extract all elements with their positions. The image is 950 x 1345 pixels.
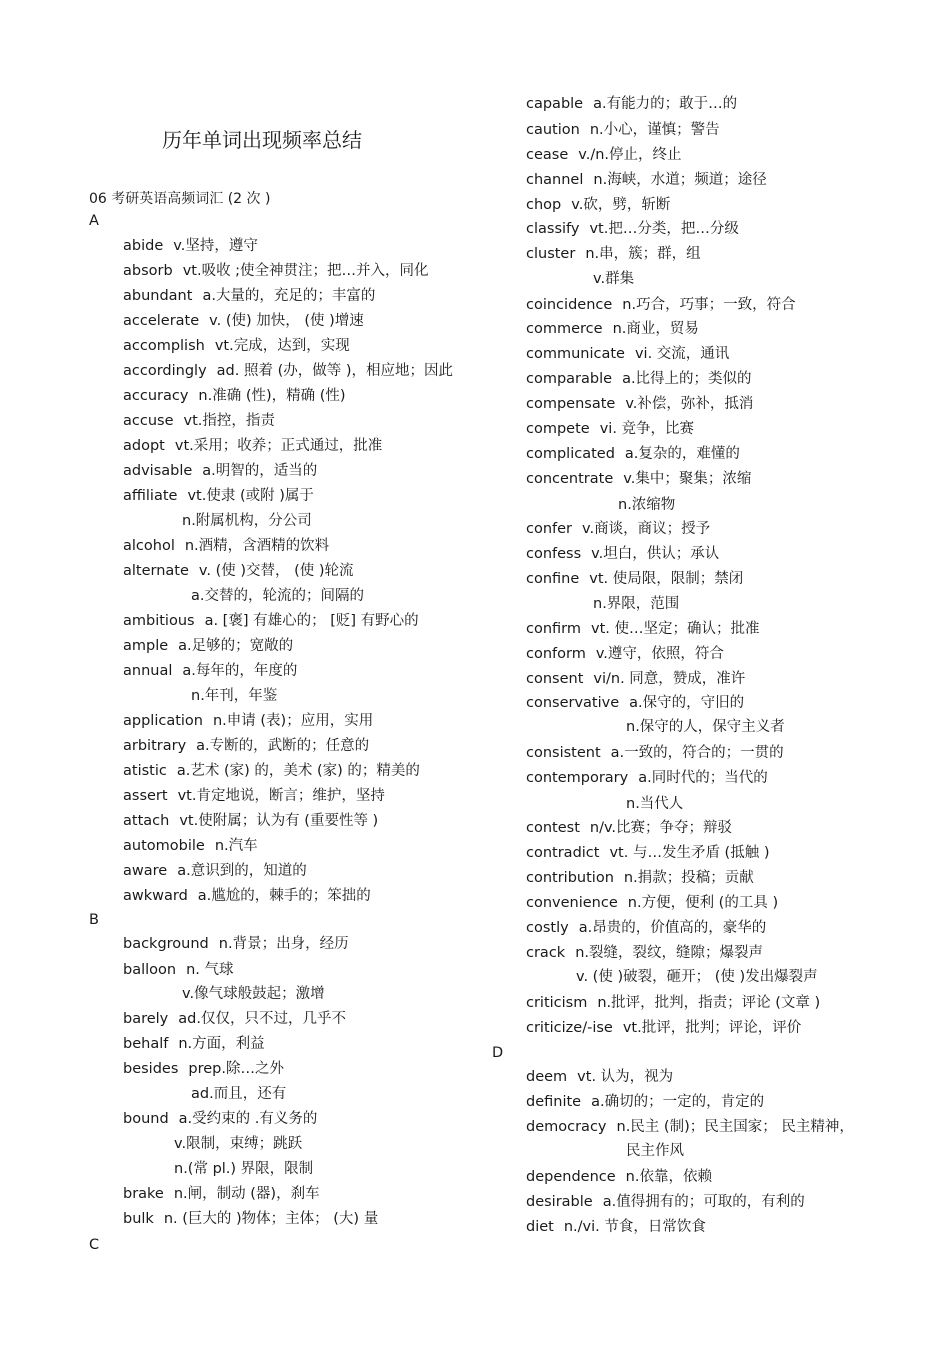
vocab-word: accuracy (123, 388, 189, 404)
vocab-word: definite (526, 1094, 582, 1110)
vocab-word: brake (123, 1186, 164, 1202)
vocab-definition: n.当代人 (626, 796, 684, 812)
vocab-word: concentrate (526, 471, 614, 487)
vocab-word: affiliate (123, 488, 178, 504)
vocab-definition: n.(常 pl.) 界限，限制 (174, 1161, 314, 1177)
vocab-word: bulk (123, 1211, 154, 1227)
left-entry (191, 586, 364, 606)
vocab-word: arbitrary (123, 738, 187, 754)
vocab-definition: a.交替的，轮流的；间隔的 (191, 588, 364, 604)
right-entry (526, 120, 720, 140)
left-entry (123, 311, 364, 331)
vocab-definition: vt. 认为，视为 (577, 1069, 674, 1085)
vocab-definition: a.尴尬的，棘手的；笨拙的 (197, 888, 371, 904)
vocab-definition: v.坦白，供认；承认 (591, 546, 720, 562)
right-entry (526, 868, 754, 888)
right-entry (526, 444, 740, 464)
page-title: 历年单词出现频率总结 (162, 128, 362, 152)
vocab-word: democracy (526, 1119, 607, 1135)
vocab-definition: v. (使 )破裂，砸开； (使 )发出爆裂声 (576, 969, 818, 985)
right-entry (526, 1217, 706, 1237)
vocab-word: contradict (526, 845, 600, 861)
vocab-definition: a.每年的，年度的 (182, 663, 298, 679)
left-entry (123, 761, 420, 781)
vocab-definition: a.有能力的；敢于…的 (593, 96, 738, 112)
right-entry (526, 1092, 764, 1112)
vocab-definition: vt.使附属；认为有 (重要性等 ) (179, 813, 379, 829)
right-entry (526, 394, 753, 414)
vocab-definition: n.酒精，含酒精的饮料 (184, 538, 330, 554)
vocab-definition: vt.批评，批判；评论，评价 (622, 1020, 802, 1036)
left-entry (123, 1184, 320, 1204)
vocab-word: diet (526, 1219, 554, 1235)
vocab-definition: vt.吸收 ;使全神贯注；把…并入，同化 (182, 263, 429, 279)
left-entry (123, 836, 258, 856)
left-entry (123, 361, 453, 381)
vocab-definition: v.集中；聚集；浓缩 (623, 471, 752, 487)
vocab-word: assert (123, 788, 168, 804)
vocab-word: comparable (526, 371, 613, 387)
right-entry (593, 269, 634, 289)
vocab-definition: a.确切的；一定的，肯定的 (591, 1094, 765, 1110)
vocab-definition: ad. 照着 (办，做等 )，相应地；因此 (216, 363, 453, 379)
right-entry (526, 644, 724, 664)
left-entry (123, 536, 329, 556)
vocab-definition: a.受约束的 .有义务的 (178, 1111, 318, 1127)
vocab-definition: a. [褒] 有雄心的； [贬] 有野心的 (204, 613, 419, 629)
vocab-definition: n. (巨大的 )物体；主体； (大) 量 (163, 1211, 379, 1227)
vocab-word: criticize/-ise (526, 1020, 613, 1036)
vocab-definition: n.捐款；投稿；贡献 (623, 870, 754, 886)
vocab-definition: vt.完成，达到，实现 (214, 338, 350, 354)
section-letter-b: B (89, 912, 99, 928)
left-entry (123, 934, 349, 954)
vocab-definition: v.砍，劈，斩断 (571, 197, 671, 213)
vocab-definition: n.小心，谨慎；警告 (589, 122, 720, 138)
vocab-word: cease (526, 147, 569, 163)
vocab-definition: v.遵守，依照，符合 (595, 646, 724, 662)
left-entry (123, 811, 378, 831)
vocab-word: alcohol (123, 538, 175, 554)
left-entry (182, 984, 325, 1004)
vocab-word: bound (123, 1111, 169, 1127)
vocab-word: barely (123, 1011, 169, 1027)
right-entry (576, 967, 818, 987)
vocab-definition: n.背景；出身，经历 (218, 936, 349, 952)
vocab-word: accomplish (123, 338, 205, 354)
vocab-word: conform (526, 646, 586, 662)
left-entry (123, 486, 314, 506)
vocab-word: cluster (526, 246, 576, 262)
left-entry (123, 960, 234, 980)
vocab-word: criticism (526, 995, 588, 1011)
vocab-word: adopt (123, 438, 165, 454)
vocab-definition: n.浓缩物 (618, 497, 676, 513)
left-entry (123, 1209, 378, 1229)
vocab-word: accordingly (123, 363, 207, 379)
right-entry (526, 619, 759, 639)
right-entry (526, 993, 820, 1013)
vocab-word: costly (526, 920, 569, 936)
vocab-definition: vt. 与…发生矛盾 (抵触 ) (609, 845, 770, 861)
vocab-definition: a.昂贵的，价值高的，豪华的 (578, 920, 767, 936)
left-entry (182, 511, 312, 531)
vocab-word: contest (526, 820, 580, 836)
vocab-word: dependence (526, 1169, 616, 1185)
vocab-definition: n.方便，便利 (的工具 ) (627, 895, 779, 911)
vocab-word: behalf (123, 1036, 169, 1052)
right-entry (526, 170, 767, 190)
vocab-word: chop (526, 197, 562, 213)
vocab-word: crack (526, 945, 566, 961)
right-entry (626, 794, 683, 814)
section-letter-d: D (492, 1045, 504, 1061)
vocab-word: ambitious (123, 613, 195, 629)
vocab-definition: a.同时代的；当代的 (638, 770, 768, 786)
left-entry (123, 1009, 346, 1029)
left-entry (191, 1084, 286, 1104)
vocab-definition: 民主作风 (626, 1143, 684, 1159)
vocab-word: classify (526, 221, 580, 237)
vocab-word: confess (526, 546, 582, 562)
left-entry (123, 861, 307, 881)
vocab-definition: n.附属机构，分公司 (182, 513, 312, 529)
vocab-definition: n.巧合，巧事；一致，符合 (622, 297, 796, 313)
right-entry (593, 594, 679, 614)
left-entry (123, 236, 258, 256)
vocab-definition: n.保守的人，保守主义者 (626, 719, 785, 735)
vocab-definition: prep.除…之外 (188, 1061, 284, 1077)
right-entry (526, 544, 719, 564)
vocab-definition: n.汽车 (214, 838, 258, 854)
vocab-definition: n./vi. 节食，日常饮食 (563, 1219, 706, 1235)
vocab-definition: n/v.比赛；争夺；辩驳 (589, 820, 733, 836)
right-entry (526, 419, 694, 439)
left-entry (123, 561, 354, 581)
right-entry (526, 743, 784, 763)
vocab-word: confer (526, 521, 573, 537)
left-entry (123, 886, 371, 906)
vocab-word: advisable (123, 463, 193, 479)
left-entry (191, 686, 277, 706)
vocab-definition: vt.使隶 (或附 )属于 (187, 488, 314, 504)
vocab-word: annual (123, 663, 173, 679)
vocab-definition: a.意识到的，知道的 (177, 863, 307, 879)
right-entry (526, 843, 770, 863)
vocab-definition: a.大量的，充足的；丰富的 (202, 288, 376, 304)
vocab-word: accelerate (123, 313, 200, 329)
vocab-definition: n.方面，利益 (178, 1036, 265, 1052)
vocab-definition: v.限制，束缚；跳跃 (174, 1136, 303, 1152)
right-entry (526, 295, 796, 315)
vocab-definition: vi. 竞争，比赛 (599, 421, 695, 437)
vocab-word: confirm (526, 621, 581, 637)
left-entry (123, 286, 375, 306)
vocab-definition: vt. 使局限，限制；禁闭 (589, 571, 744, 587)
vocab-word: besides (123, 1061, 179, 1077)
left-entry (123, 386, 346, 406)
vocab-definition: a.专断的，武断的；任意的 (196, 738, 370, 754)
vocab-definition: n.裂缝，裂纹，缝隙；爆裂声 (575, 945, 764, 961)
left-entry (123, 411, 275, 431)
vocab-definition: n.准确 (性)，精确 (性) (198, 388, 346, 404)
vocab-word: commerce (526, 321, 603, 337)
left-entry (123, 661, 297, 681)
left-entry (123, 711, 373, 731)
right-entry (526, 1192, 805, 1212)
left-entry (123, 611, 419, 631)
vocab-word: coincidence (526, 297, 613, 313)
section-letter-a: A (89, 213, 99, 229)
right-entry (526, 319, 699, 339)
vocab-word: abundant (123, 288, 193, 304)
vocab-word: compete (526, 421, 590, 437)
left-entry (123, 786, 385, 806)
vocab-word: awkward (123, 888, 188, 904)
left-entry (123, 461, 317, 481)
vocab-word: attach (123, 813, 170, 829)
right-entry (626, 1141, 684, 1161)
right-entry (526, 94, 737, 114)
vocab-word: communicate (526, 346, 625, 362)
vocab-word: absorb (123, 263, 173, 279)
left-entry (123, 1034, 265, 1054)
vocab-definition: n.海峡，水道；频道；途径 (593, 172, 767, 188)
vocab-definition: vi/n. 同意，赞成，准许 (593, 671, 746, 687)
vocab-word: confine (526, 571, 580, 587)
right-entry (526, 569, 743, 589)
left-entry (123, 436, 382, 456)
vocab-word: desirable (526, 1194, 593, 1210)
vocab-definition: a.足够的；宽敞的 (178, 638, 294, 654)
vocab-definition: n.闸，制动 (器)，刹车 (173, 1186, 320, 1202)
right-entry (526, 693, 744, 713)
vocab-definition: n.商业，贸易 (612, 321, 699, 337)
vocab-word: contribution (526, 870, 614, 886)
right-entry (526, 768, 768, 788)
vocab-word: compensate (526, 396, 616, 412)
right-entry (526, 818, 732, 838)
vocab-word: balloon (123, 962, 177, 978)
vocab-word: caution (526, 122, 580, 138)
left-entry (123, 1109, 317, 1129)
left-entry (174, 1159, 313, 1179)
vocab-definition: v.坚持，遵守 (173, 238, 258, 254)
vocab-definition: a.值得拥有的；可取的，有利的 (602, 1194, 805, 1210)
section-letter-c: C (89, 1237, 100, 1253)
right-entry (526, 918, 766, 938)
left-entry (123, 736, 369, 756)
vocab-definition: vt.采用；收养；正式通过，批准 (174, 438, 383, 454)
right-entry (626, 717, 785, 737)
vocab-definition: n.依靠，依赖 (625, 1169, 712, 1185)
vocab-definition: n.串，簇；群，组 (585, 246, 701, 262)
vocab-definition: vt.肯定地说，断言；维护，坚持 (177, 788, 385, 804)
vocab-definition: n. 气球 (186, 962, 234, 978)
vocab-definition: n.批评，批判，指责；评论 (文章 ) (597, 995, 821, 1011)
vocab-word: ample (123, 638, 169, 654)
vocab-word: automobile (123, 838, 205, 854)
vocab-word: deem (526, 1069, 568, 1085)
vocab-word: complicated (526, 446, 615, 462)
right-entry (526, 669, 745, 689)
vocab-definition: a.复杂的，难懂的 (624, 446, 740, 462)
vocab-definition: v. (使 )交替， (使 )轮流 (198, 563, 354, 579)
vocab-definition: n.申请 (表)；应用，实用 (212, 713, 374, 729)
right-entry (526, 469, 751, 489)
vocab-definition: vi. 交流，通讯 (634, 346, 730, 362)
vocab-definition: v.像气球般鼓起；激增 (182, 986, 325, 1002)
right-entry (526, 145, 682, 165)
right-entry (526, 1067, 673, 1087)
vocab-word: capable (526, 96, 584, 112)
vocab-definition: n.年刊，年鉴 (191, 688, 278, 704)
vocab-definition: ad.仅仅，只不过，几乎不 (178, 1011, 346, 1027)
right-entry (526, 893, 778, 913)
vocab-definition: vt.把…分类，把…分级 (589, 221, 739, 237)
left-entry (174, 1134, 302, 1154)
vocab-definition: a.艺术 (家) 的，美术 (家) 的；精美的 (176, 763, 420, 779)
vocab-word: abide (123, 238, 164, 254)
vocab-definition: n.界限，范围 (593, 596, 680, 612)
vocab-word: consent (526, 671, 584, 687)
vocab-definition: vt. 使…坚定；确认；批准 (591, 621, 760, 637)
vocab-definition: v. (使) 加快， (使 )增速 (209, 313, 364, 329)
left-entry (123, 261, 429, 281)
right-entry (526, 219, 739, 239)
subtitle: 06 考研英语高频词汇 (2 次 ) (89, 191, 271, 207)
right-entry (526, 1117, 854, 1137)
vocab-word: contemporary (526, 770, 629, 786)
vocab-definition: n.民主 (制)；民主国家； 民主精神， (616, 1119, 854, 1135)
left-entry (123, 636, 293, 656)
vocab-definition: v./n.停止，终止 (578, 147, 682, 163)
vocab-word: conservative (526, 695, 620, 711)
right-entry (526, 244, 701, 264)
vocab-definition: v.商谈，商议；授予 (582, 521, 711, 537)
vocab-word: convenience (526, 895, 618, 911)
vocab-definition: a.比得上的；类似的 (622, 371, 752, 387)
vocab-word: background (123, 936, 209, 952)
left-entry (123, 1059, 284, 1079)
vocab-word: application (123, 713, 203, 729)
vocab-word: channel (526, 172, 584, 188)
vocab-definition: a.明智的，适当的 (202, 463, 318, 479)
right-entry (526, 1167, 712, 1187)
vocab-definition: v.群集 (593, 271, 635, 287)
right-entry (618, 495, 675, 515)
vocab-word: alternate (123, 563, 189, 579)
vocab-word: accuse (123, 413, 174, 429)
vocab-word: atistic (123, 763, 167, 779)
right-entry (526, 943, 763, 963)
vocab-definition: a.保守的，守旧的 (629, 695, 745, 711)
right-entry (526, 344, 729, 364)
vocab-definition: v.补偿，弥补，抵消 (625, 396, 754, 412)
vocab-word: aware (123, 863, 168, 879)
right-entry (526, 1018, 801, 1038)
vocab-definition: ad.而且，还有 (191, 1086, 287, 1102)
vocab-definition: vt.指控，指责 (183, 413, 275, 429)
vocab-word: consistent (526, 745, 601, 761)
right-entry (526, 369, 752, 389)
left-entry (123, 336, 350, 356)
right-entry (526, 195, 670, 215)
right-entry (526, 519, 710, 539)
vocab-definition: a.一致的，符合的；一贯的 (610, 745, 784, 761)
